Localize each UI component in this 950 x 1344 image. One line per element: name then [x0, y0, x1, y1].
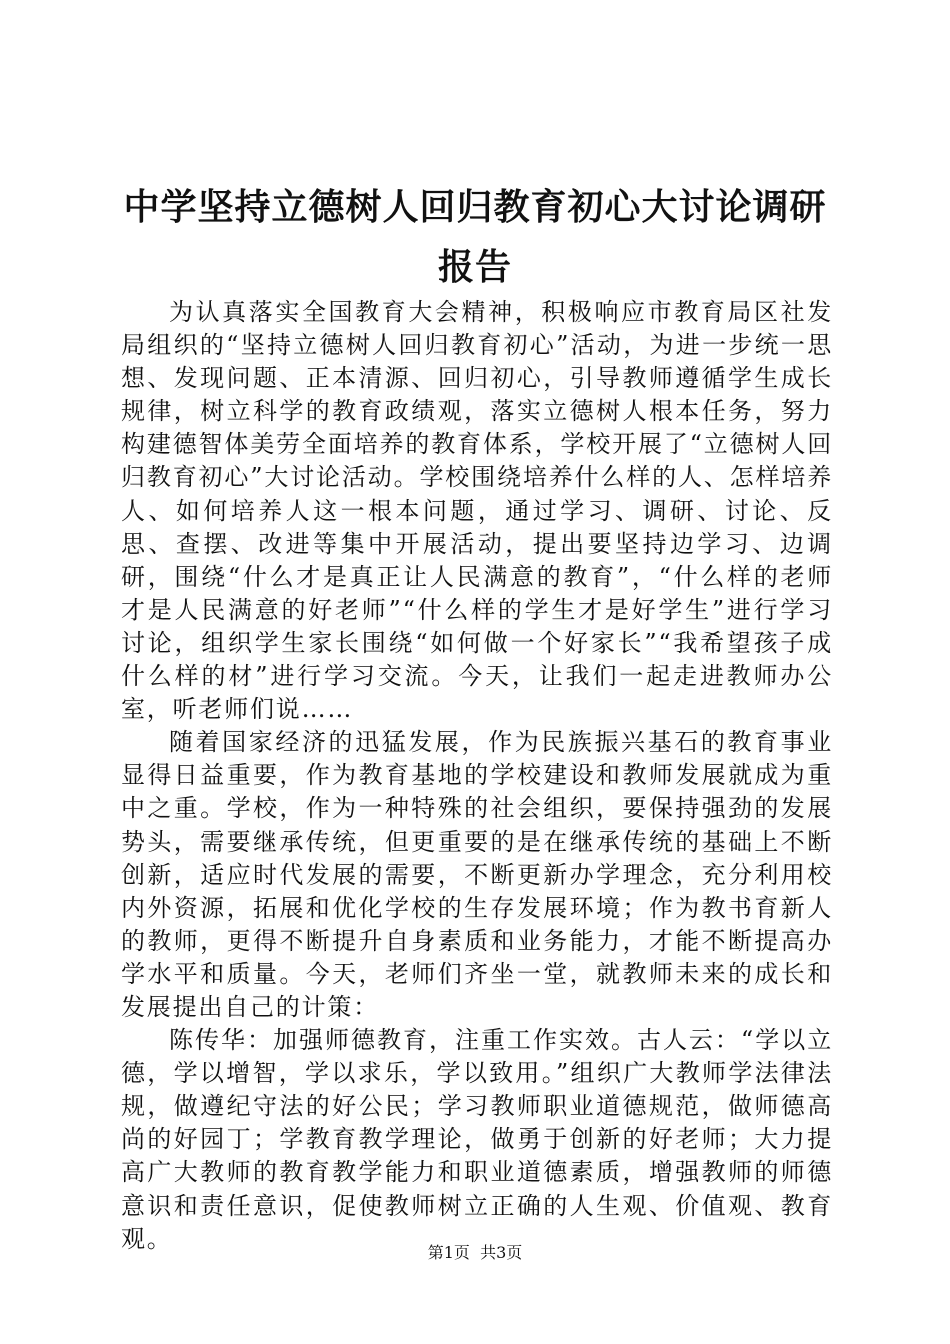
page-number: 第1页: [427, 1243, 470, 1262]
page-footer: [0, 1243, 950, 1263]
document-body: [121, 296, 833, 1256]
paragraph-development: 随着国家经济的迅猛发展，作为民族振兴基石的教育事业显得日益重要，作为教育基地的学校建设和教师发展就成为重中之重。学校，作为一种特殊的社会组织，要保持强劲的发展势头，需要继承传统，但更重要的是在继承传统的基础上不断创新，适应时代发展的需要，不断更新办学理念，充分利用校内外资源，拓展和优化学校的生存发展环境；作为教书育新人的教师，更得不断提升自身素质和业务能力，才能不断提高办学水平和质量。今天，老师们齐坐一堂，就教师未来的成长和发展提出自己的计策：: [121, 728, 833, 1021]
paragraph-chen-chuanhua: 陈传华：加强师德教育，注重工作实效。古人云：“学以立德，学以增智，学以求乐，学以致用。”组织广大教师学法律法规，做遵纪守法的好公民；学习教师职业道德规范，做师德高尚的好园丁；学教育教学理论，做勇于创新的好老师；大力提高广大教师的教育教学能力和职业道德素质，增强教师的师德意识和责任意识，促使教师树立正确的人生观、价值观、教育观。: [121, 1026, 833, 1253]
paragraph-intro: 为认真落实全国教育大会精神，积极响应市教育局区社发局组织的“坚持立德树人回归教育初心”活动，为进一步统一思想、发现问题、正本清源、回归初心，引导教师遵循学生成长规律，树立科学的教育政绩观，落实立德树人根本任务，努力构建德智体美劳全面培养的教育体系，学校开展了“立德树人回归教育初心”大讨论活动。学校围绕培养什么样的人、怎样培养人、如何培养人这一根本问题，通过学习、调研、讨论、反思、查摆、改进等集中开展活动，提出要坚持边学习、边调研，围绕“什么才是真正让人民满意的教育”，“什么样的老师才是人民满意的好老师”“什么样的学生才是好学生”进行学习讨论，组织学生家长围绕“如何做一个好家长”“我希望孩子成什么样的材”进行学习交流。今天，让我们一起走进教师办公室，听老师们说……: [121, 298, 833, 724]
page-total: 共3页: [480, 1243, 523, 1262]
document-title: 中学坚持立德树人回归教育初心大讨论调研报告: [123, 187, 827, 288]
